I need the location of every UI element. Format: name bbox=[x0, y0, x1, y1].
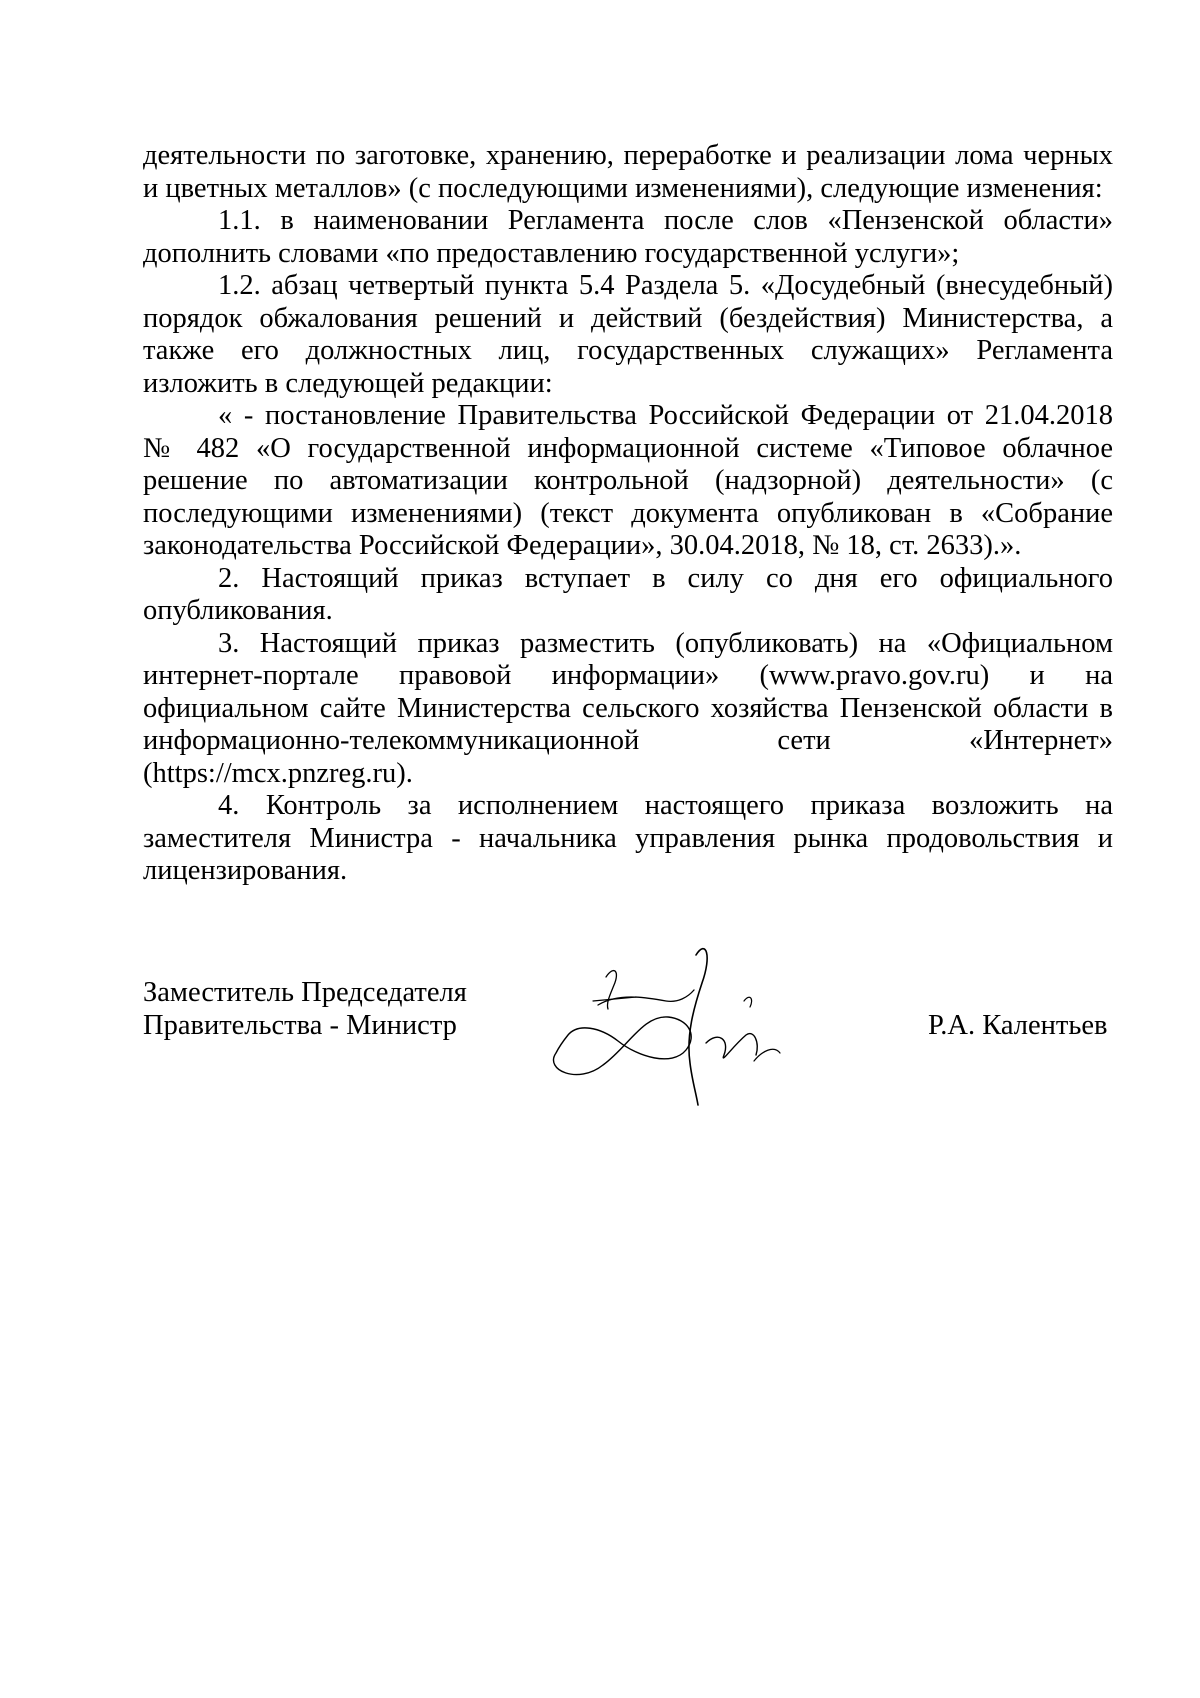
paragraph-item-1-2: 1.2. абзац четвертый пункта 5.4 Раздела 5. «Досудебный (внесудебный) порядок обжалования решений и действий (бездействия) Министерства, а также его должностных лиц, государственных служащих» Регламента изложить в следующей редакции: bbox=[143, 270, 1113, 399]
document-body bbox=[143, 140, 1113, 888]
signature-stroke bbox=[744, 997, 752, 1007]
signatory-position bbox=[143, 976, 467, 1042]
paragraph-quote: « - постановление Правительства Российской Федерации от 21.04.2018 № 482 «О государственной информационной системе «Типовое облачное решение по автоматизации контрольной (надзорной) деятельности» (с последующими изменениями) (текст документа опубликован в «Собрание законодательства Российской Федерации», 30.04.2018, № 18, ст. 2633).». bbox=[143, 400, 1113, 561]
signatory-position-line-2: Правительства - Министр bbox=[143, 1010, 457, 1041]
signatory-name: Р.А. Калентьев bbox=[928, 1010, 1108, 1041]
signature-stroke bbox=[706, 1034, 757, 1058]
signature-stroke bbox=[593, 997, 636, 1001]
paragraph-item-2: 2. Настоящий приказ вступает в силу со дня его официального опубликования. bbox=[143, 562, 1113, 626]
paragraph-item-1-1: 1.1. в наименовании Регламента после слов «Пензенской области» дополнить словами «по предоставлению государственной услуги»; bbox=[143, 205, 1113, 269]
paragraph-item-3: 3. Настоящий приказ разместить (опубликовать) на «Официальном интернет-портале правовой информации» (www.pravo.gov.ru) и на официальном сайте Министерства сельского хозяйства Пензенской области в информационно-телекоммуникационной сети «Интернет» (https://mcx.pnzreg.ru). bbox=[143, 627, 1113, 789]
handwritten-signature bbox=[548, 935, 798, 1110]
signature-stroke bbox=[554, 1017, 692, 1075]
signature-stroke bbox=[689, 949, 707, 1105]
signature-stroke bbox=[606, 971, 616, 1009]
paragraph-item-4: 4. Контроль за исполнением настоящего приказа возложить на заместителя Министра - начальника управления рынка продовольствия и лицензирования. bbox=[143, 790, 1113, 886]
signature-stroke bbox=[754, 1049, 780, 1061]
signatory-position-line-1: Заместитель Председателя bbox=[143, 977, 467, 1008]
signature-stroke bbox=[598, 990, 694, 1005]
paragraph-continuation: деятельности по заготовке, хранению, переработке и реализации лома черных и цветных металлов» (с последующими изменениями), следующие изменения: bbox=[143, 140, 1113, 204]
